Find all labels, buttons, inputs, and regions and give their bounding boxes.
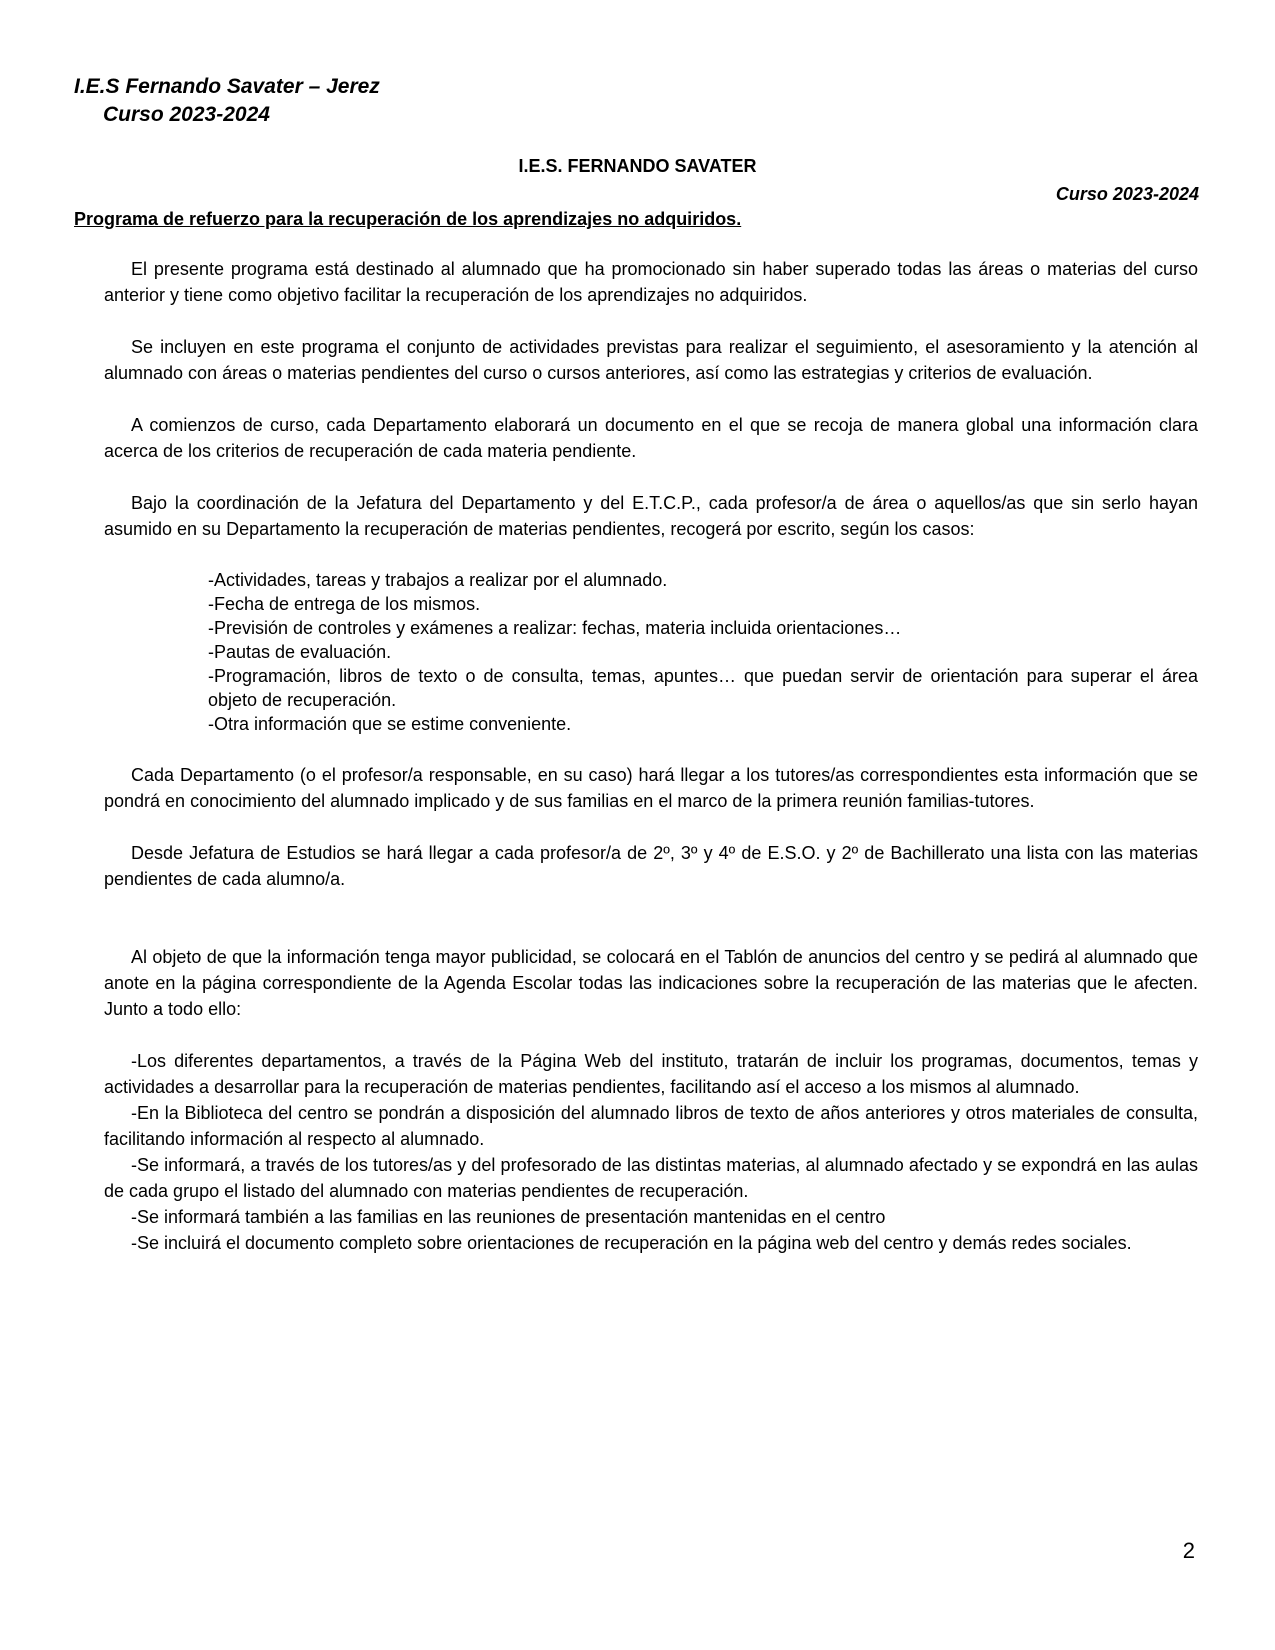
list-item: -Pautas de evaluación. <box>208 642 392 662</box>
list-item: -Se informará también a las familias en las reuniones de presentación mantenidas en el centro <box>131 1207 886 1227</box>
list-item: -Actividades, tareas y trabajos a realizar por el alumnado. <box>208 570 668 590</box>
list-item: -Previsión de controles y exámenes a realizar: fechas, materia incluida orientaciones… <box>208 618 902 638</box>
list-item: -Fecha de entrega de los mismos. <box>208 594 481 614</box>
page-number: 2 <box>1182 1538 1195 1563</box>
header-school-name: I.E.S Fernando Savater – Jerez <box>74 75 380 98</box>
cases-list <box>104 568 1198 736</box>
page-title: I.E.S. FERNANDO SAVATER <box>518 156 757 176</box>
paragraph: Al objeto de que la información tenga mayor publicidad, se colocará en el Tablón de anuncios del centro y se pedirá al alumnado que anote en la página correspondiente de la Agenda Escolar todas las indicaciones sobre la recuperación de las materias que le afecten. Junto a todo ello: <box>104 947 1198 1019</box>
paragraph: El presente programa está destinado al alumnado que ha promocionado sin haber superado todas las áreas o materias del curso anterior y tiene como objetivo facilitar la recuperación de los aprendizajes no adquiridos. <box>104 259 1198 305</box>
list-item: -En la Biblioteca del centro se pondrán a disposición del alumnado libros de texto de años anteriores y otros materiales de consulta, facilitando información al respecto al alumnado. <box>104 1103 1198 1149</box>
section-heading: Programa de refuerzo para la recuperación de los aprendizajes no adquiridos. <box>74 209 742 229</box>
header-course: Curso 2023-2024 <box>103 103 270 126</box>
paragraph: Se incluyen en este programa el conjunto de actividades previstas para realizar el seguimiento, el asesoramiento y la atención al alumnado con áreas o materias pendientes del curso o cursos anteriores, así como las estrategias y criterios de evaluación. <box>104 337 1198 383</box>
list-item: -Se informará, a través de los tutores/as y del profesorado de las distintas materias, al alumnado afectado y se expondrá en las aulas de cada grupo el listado del alumnado con materias pendientes de recuperación. <box>104 1155 1198 1201</box>
list-item: -Se incluirá el documento completo sobre orientaciones de recuperación en la página web del centro y demás redes sociales. <box>131 1233 1132 1253</box>
paragraph: Desde Jefatura de Estudios se hará llegar a cada profesor/a de 2º, 3º y 4º de E.S.O. y 2º de Bachillerato una lista con las materias pendientes de cada alumno/a. <box>104 843 1198 889</box>
paragraph: Cada Departamento (o el profesor/a responsable, en su caso) hará llegar a los tutores/as correspondientes esta información que se pondrá en conocimiento del alumnado implicado y de sus familias en el marco de la primera reunión familias-tutores. <box>104 765 1198 811</box>
list-item: -Los diferentes departamentos, a través de la Página Web del instituto, tratarán de incluir los programas, documentos, temas y actividades a desarrollar para la recuperación de materias pendientes, facilitando así el acceso a los mismos al alumnado. <box>104 1051 1198 1097</box>
list-item: -Otra información que se estime conveniente. <box>208 714 572 734</box>
list-item: -Programación, libros de texto o de consulta, temas, apuntes… que puedan servir de orientación para superar el área objeto de recuperación. <box>208 666 1198 710</box>
paragraph: A comienzos de curso, cada Departamento elaborará un documento en el que se recoja de manera global una información clara acerca de los criterios de recuperación de cada materia pendiente. <box>104 415 1198 461</box>
measures-list <box>104 1048 1198 1256</box>
paragraph: Bajo la coordinación de la Jefatura del Departamento y del E.T.C.P., cada profesor/a de área o aquellos/as que sin serlo hayan asumido en su Departamento la recuperación de materias pendientes, recogerá por escrito, según los casos: <box>104 493 1198 539</box>
course-label: Curso 2023-2024 <box>1055 184 1199 204</box>
document-body <box>104 256 1198 1256</box>
